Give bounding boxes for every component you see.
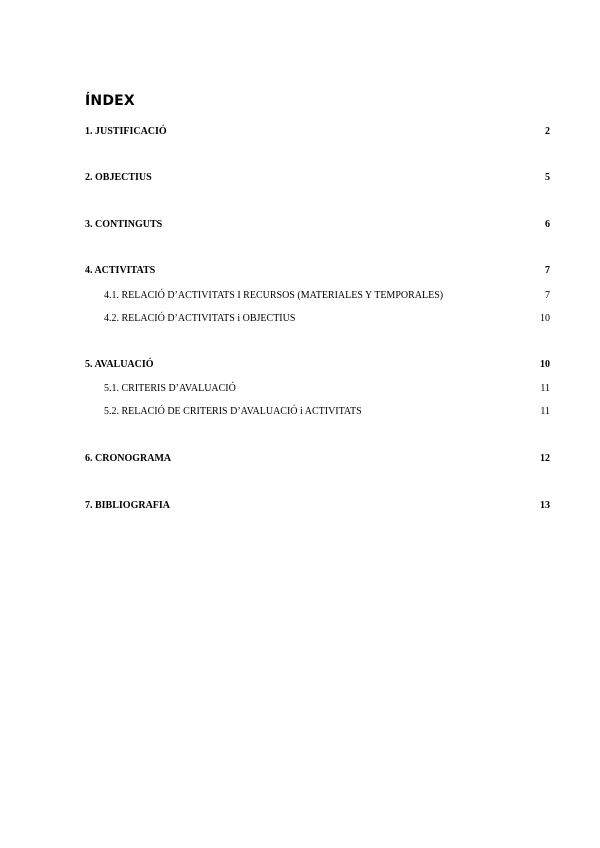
toc-entry-justificacio[interactable]: [0, 124, 600, 140]
toc-entry-label: 4. ACTIVITATS: [85, 265, 156, 276]
toc-entry-criteris-activitats[interactable]: [0, 404, 600, 420]
toc-entry-page: 10: [540, 359, 550, 370]
toc-entry-page: 6: [545, 219, 550, 230]
toc-entry-label: 6. CRONOGRAMA: [85, 453, 172, 464]
toc-entry-page: 13: [540, 500, 550, 511]
toc-entry-page: 10: [540, 313, 550, 324]
toc-entry-activitats-objectius[interactable]: [0, 311, 600, 327]
toc-entry-label: 4.2. RELACIÓ D’ACTIVITATS i OBJECTIUS: [104, 313, 296, 324]
toc-entry-page: 2: [545, 126, 550, 137]
toc-entry-page: 5: [545, 172, 550, 183]
toc-entry-avaluacio[interactable]: [0, 357, 600, 373]
toc-entry-objectius[interactable]: [0, 170, 600, 186]
toc-entry-page: 12: [540, 453, 550, 464]
toc-entry-page: 7: [545, 265, 550, 276]
toc-entry-page: 11: [540, 383, 550, 394]
toc-entry-label: 4.1. RELACIÓ D’ACTIVITATS I RECURSOS (MATERIALES Y TEMPORALES): [104, 290, 444, 301]
toc-entry-cronograma[interactable]: [0, 451, 600, 467]
toc-entry-activitats-recursos[interactable]: [0, 288, 600, 304]
toc-entry-label: 2. OBJECTIUS: [85, 172, 152, 183]
toc-title: ÍNDEX: [85, 93, 135, 109]
toc-entry-label: 1. JUSTIFICACIÓ: [85, 126, 167, 137]
toc-entry-label: 3. CONTINGUTS: [85, 219, 163, 230]
toc-entry-criteris-avaluacio[interactable]: [0, 381, 600, 397]
toc-entry-continguts[interactable]: [0, 217, 600, 233]
toc-entry-label: 5.2. RELACIÓ DE CRITERIS D’AVALUACIÓ i ACTIVITATS: [104, 406, 362, 417]
toc-entry-bibliografia[interactable]: [0, 498, 600, 514]
toc-entry-page: 7: [545, 290, 550, 301]
toc-entry-page: 11: [540, 406, 550, 417]
toc-entry-label: 7. BIBLIOGRAFIA: [85, 500, 171, 511]
toc-entry-label: 5. AVALUACIÓ: [85, 359, 154, 370]
toc-entry-label: 5.1. CRITERIS D’AVALUACIÓ: [104, 383, 236, 394]
toc-entry-activitats[interactable]: [0, 263, 600, 279]
